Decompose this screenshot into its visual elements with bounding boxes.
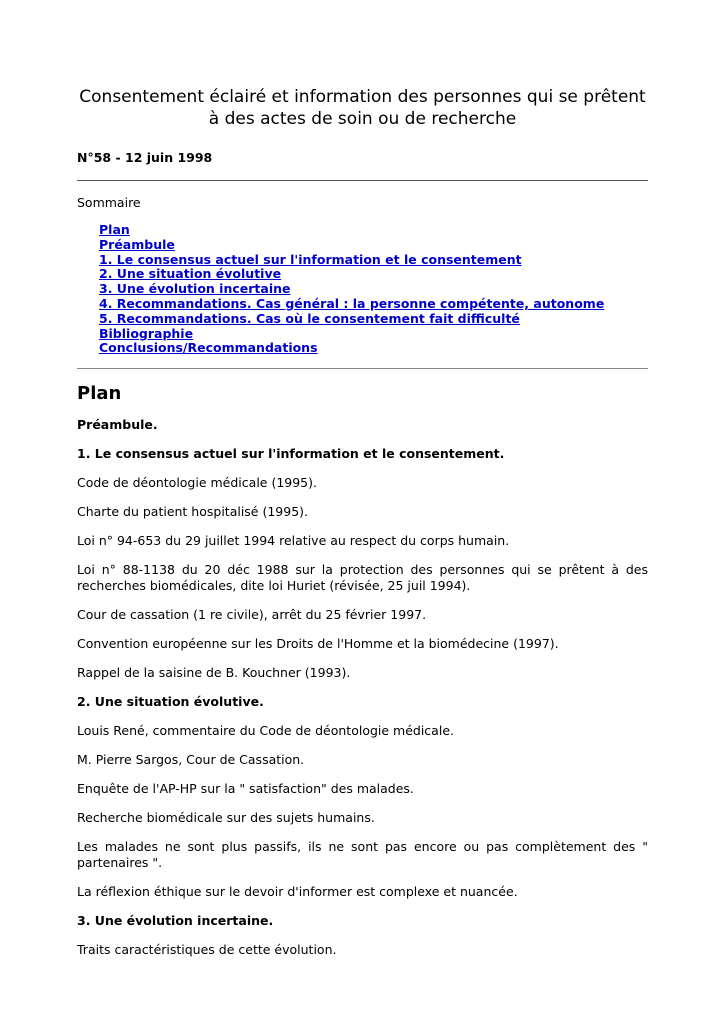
toc-item [99,282,648,297]
plan-content [77,417,648,958]
toc-item [99,297,648,312]
toc-item [99,312,648,327]
plan-subheading: 2. Une situation évolutive. [77,694,264,710]
plan-paragraph: Rappel de la saisine de B. Kouchner (1993). [77,665,351,681]
section-title-plan: Plan [77,383,122,405]
toc-link-section-1[interactable]: 1. Le consensus actuel sur l'information et le consentement [99,251,522,267]
toc-link-section-4[interactable]: 4. Recommandations. Cas général : la personne compétente, autonome [99,295,605,311]
plan-paragraph: Charte du patient hospitalisé (1995). [77,504,309,520]
document-number: N°58 - 12 juin 1998 [77,150,213,165]
plan-subheading: 1. Le consensus actuel sur l'information et le consentement. [77,446,505,462]
header-divider [77,180,648,181]
plan-paragraph: Traits caractéristiques de cette évolution. [77,942,337,958]
toc-link-conclusions[interactable]: Conclusions/Recommandations [99,340,318,356]
plan-paragraph: Enquête de l'AP-HP sur la " satisfaction" des malades. [77,781,414,797]
toc-link-section-3[interactable]: 3. Une évolution incertaine [99,281,291,297]
plan-paragraph: Convention européenne sur les Droits de l'Homme et la biomédecine (1997). [77,636,559,652]
toc-link-section-2[interactable]: 2. Une situation évolutive [99,266,282,282]
plan-paragraph: Cour de cassation (1 re civile), arrêt du 25 février 1997. [77,607,427,623]
toc-item [99,253,648,268]
document-title [77,0,648,130]
plan-paragraph: Louis René, commentaire du Code de déontologie médicale. [77,723,454,739]
toc-link-plan[interactable]: Plan [99,222,130,237]
plan-paragraph: Loi n° 94-653 du 29 juillet 1994 relative au respect du corps humain. [77,533,510,549]
document-title-line-1: Consentement éclairé et information des personnes qui se prêtent [79,87,646,107]
plan-subheading: Préambule. [77,417,158,433]
plan-paragraph: M. Pierre Sargos, Cour de Cassation. [77,752,305,768]
toc-item [99,238,648,253]
document-title-line-2: à des actes de soin ou de recherche [208,109,517,129]
toc-item [99,327,648,342]
toc-item [99,267,648,282]
toc-link-section-5[interactable]: 5. Recommandations. Cas où le consentement fait difficulté [99,310,520,326]
toc-item [99,223,648,238]
toc-item [99,341,648,356]
plan-paragraph: Recherche biomédicale sur des sujets humains. [77,810,375,826]
toc-link-bibliographie[interactable]: Bibliographie [99,325,194,341]
plan-subheading: 3. Une évolution incertaine. [77,913,274,929]
toc-link-preambule[interactable]: Préambule [99,236,175,252]
plan-paragraph: Les malades ne sont plus passifs, ils ne sont pas encore ou pas complètement des " partenaires ". [77,839,648,871]
table-of-contents [99,223,648,356]
summary-divider [77,368,648,369]
plan-paragraph: La réflexion éthique sur le devoir d'informer est complexe et nuancée. [77,884,518,900]
summary-heading: Sommaire [77,195,141,210]
plan-paragraph: Loi n° 88-1138 du 20 déc 1988 sur la protection des personnes qui se prêtent à des recherches biomédicales, dite loi Huriet (révisée, 25 juil 1994). [77,562,648,594]
plan-paragraph: Code de déontologie médicale (1995). [77,475,317,491]
document-page [77,0,648,958]
